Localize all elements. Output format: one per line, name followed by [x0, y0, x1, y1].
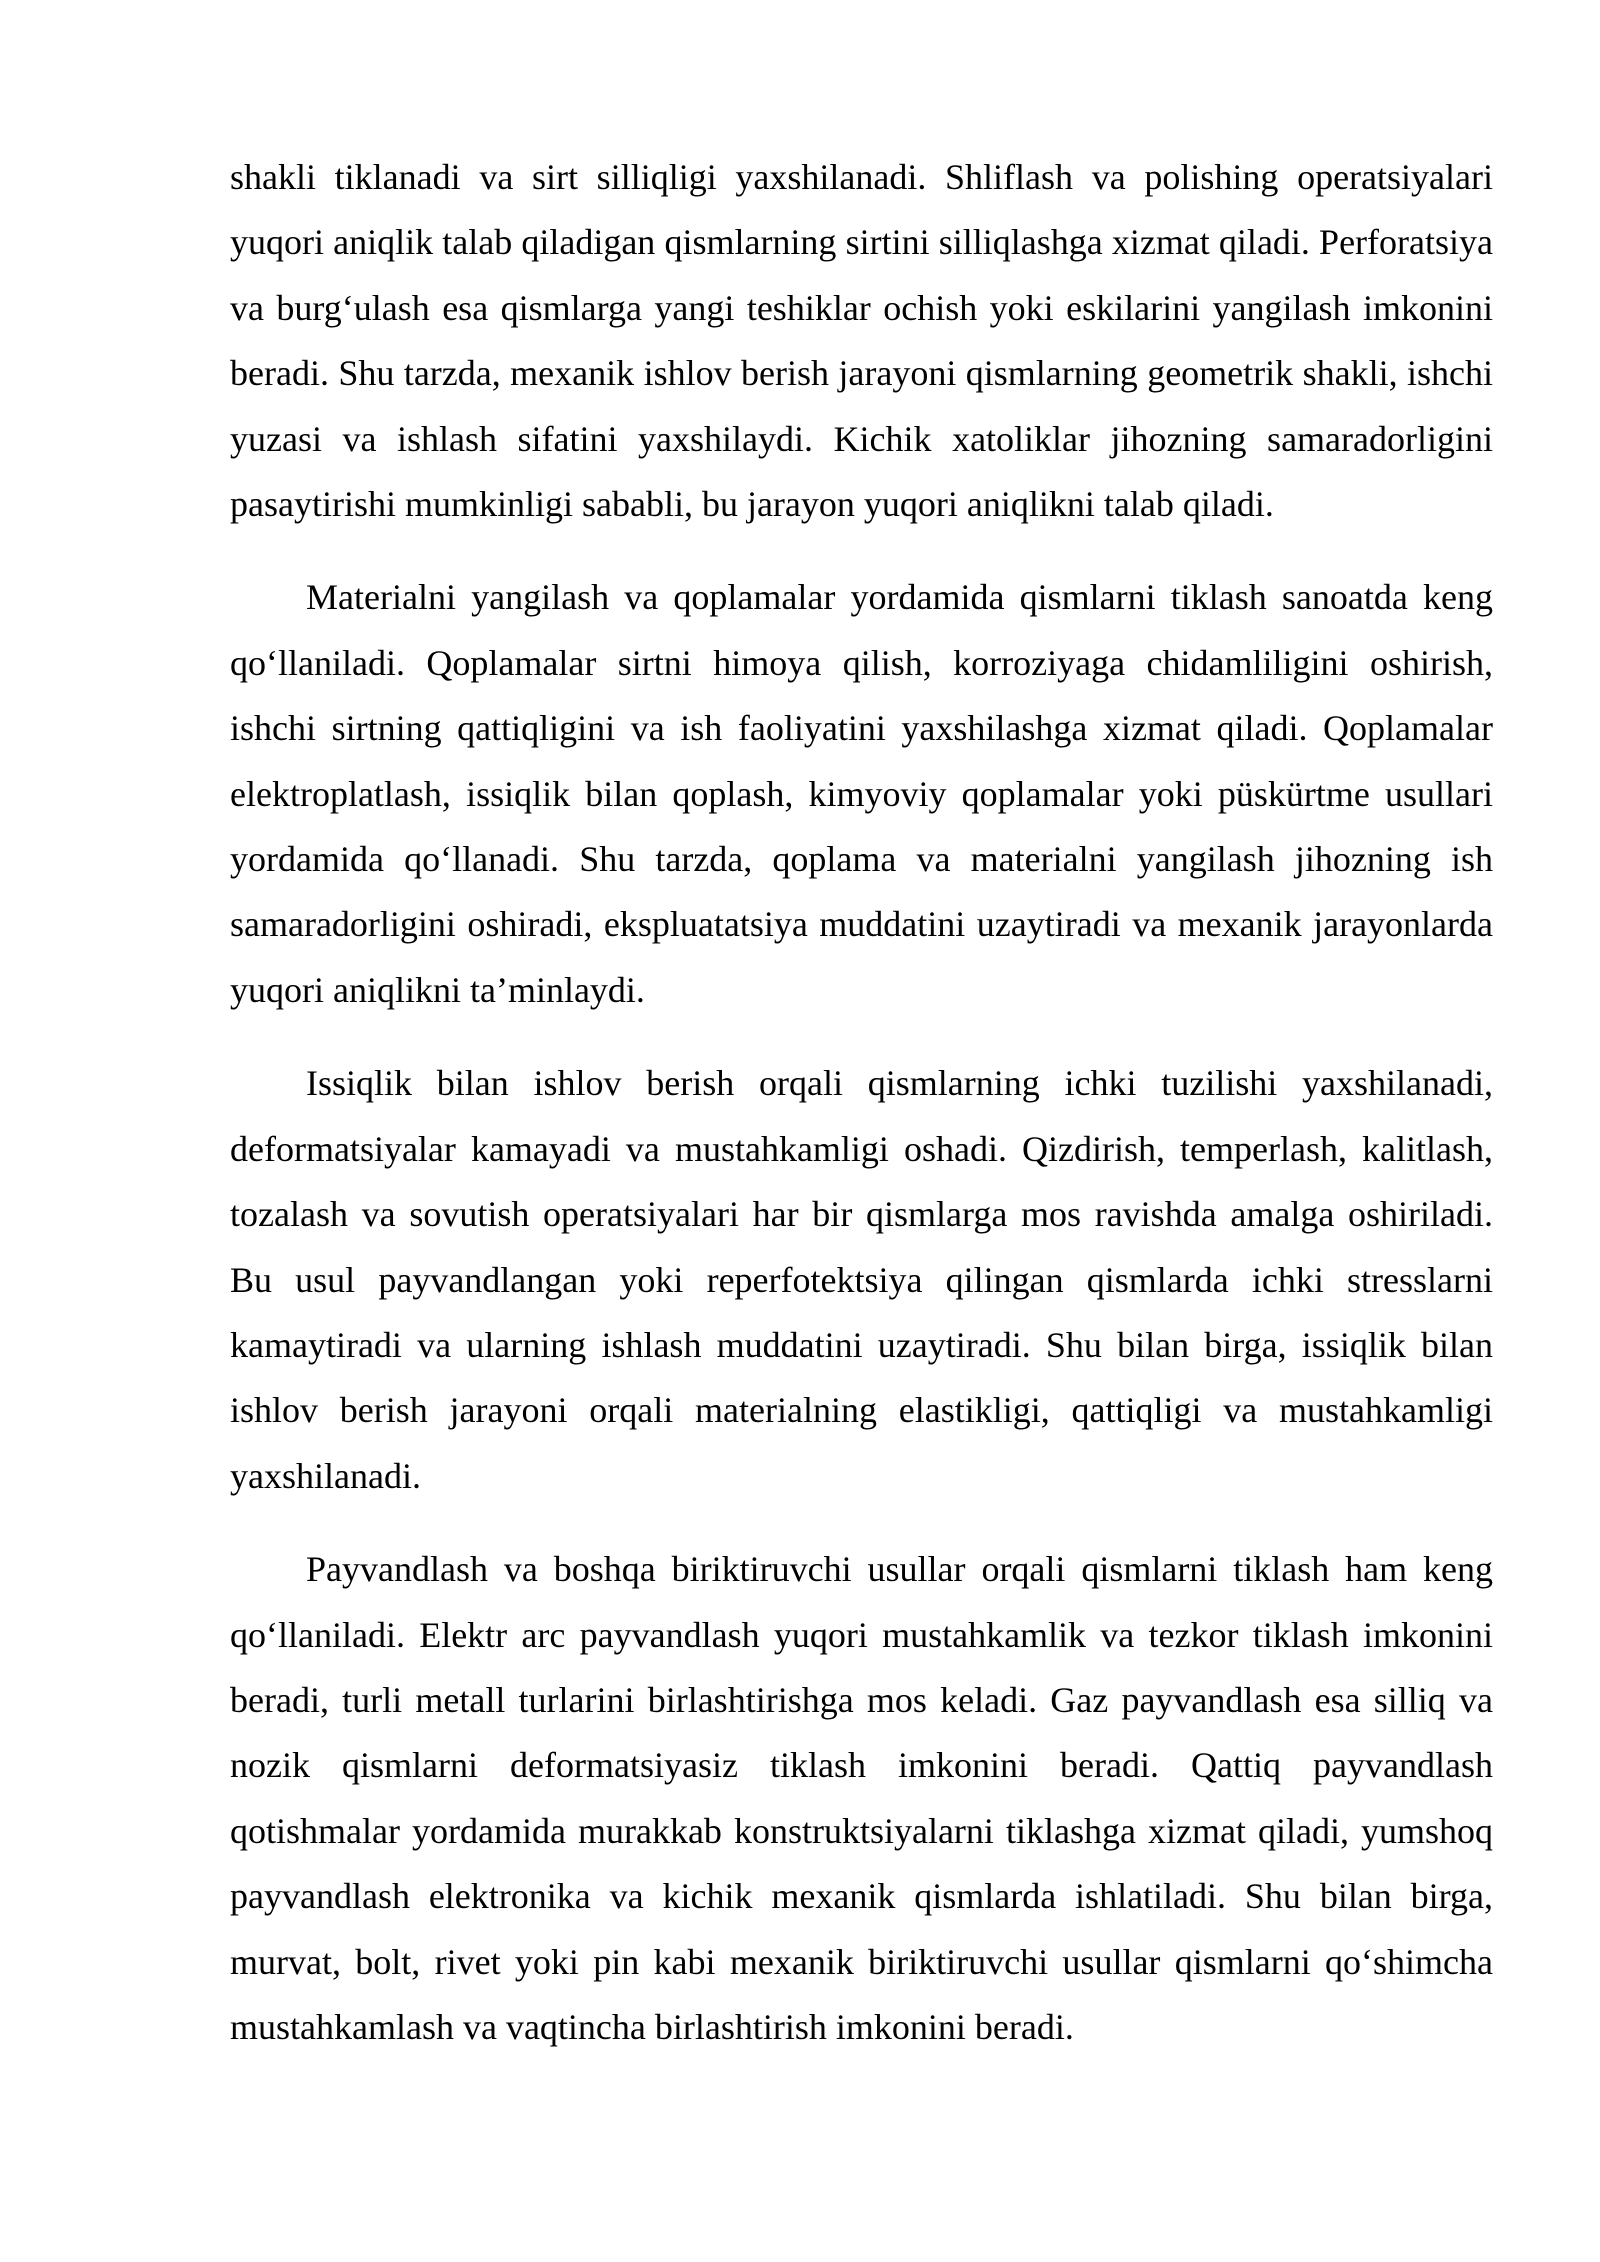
paragraph-2: Materialni yangilash va qoplamalar yordamida qismlarni tiklash sanoatda keng qo‘llaniladi. Qoplamalar sirtni himoya qilish, korroziyaga chidamliligini oshirish, ishchi sirtning qattiqligini va ish faoliyatini yaxshilashga xizmat qiladi. Qoplamalar elektroplatlash, issiqlik bilan qoplash, kimyoviy qoplamalar yoki püskürtme usullari yordamida qo‘llanadi. Shu tarzda, qoplama va materialni yangilash jihozning ish samaradorligini oshiradi, ekspluatatsiya muddatini uzaytiradi va mexanik jarayonlarda yuqori aniqlikni ta’minlaydi.	[230, 577, 1493, 1010]
paragraph-4: Payvandlash va boshqa biriktiruvchi usullar orqali qismlarni tiklash ham keng qo‘llaniladi. Elektr arc payvandlash yuqori mustahkamlik va tezkor tiklash imkonini beradi, turli metall turlarini birlashtirishga mos keladi. Gaz payvandlash esa silliq va nozik qismlarni deformatsiyasiz tiklash imkonini beradi. Qattiq payvandlash qotishmalar yordamida murakkab konstruktsiyalarni tiklashga xizmat qiladi, yumshoq payvandlash elektronika va kichik mexanik qismlarda ishlatiladi. Shu bilan birga, murvat, bolt, rivet yoki pin kabi mexanik biriktiruvchi usullar qismlarni qo‘shimcha mustahkamlash va vaqtincha birlashtirish imkonini beradi.	[230, 1549, 1493, 2047]
document-body	[230, 145, 1493, 2060]
paragraph-1: shakli tiklanadi va sirt silliqligi yaxshilanadi. Shliflash va polishing operatsiyalari yuqori aniqlik talab qiladigan qismlarning sirtini silliqlashga xizmat qiladi. Perforatsiya va burg‘ulash esa qismlarga yangi teshiklar ochish yoki eskilarini yangilash imkonini beradi. Shu tarzda, mexanik ishlov berish jarayoni qismlarning geometrik shakli, ishchi yuzasi va ishlash sifatini yaxshilaydi. Kichik xatoliklar jihozning samaradorligini pasaytirishi mumkinligi sababli, bu jarayon yuqori aniqlikni talab qiladi.	[230, 157, 1493, 525]
paragraph-3: Issiqlik bilan ishlov berish orqali qismlarning ichki tuzilishi yaxshilanadi, deformatsiyalar kamayadi va mustahkamligi oshadi. Qizdirish, temperlash, kalitlash, tozalash va sovutish operatsiyalari har bir qismlarga mos ravishda amalga oshiriladi. Bu usul payvandlangan yoki reperfotektsiya qilingan qismlarda ichki stresslarni kamaytiradi va ularning ishlash muddatini uzaytiradi. Shu bilan birga, issiqlik bilan ishlov berish jarayoni orqali materialning elastikligi, qattiqligi va mustahkamligi yaxshilanadi.	[230, 1063, 1493, 1496]
